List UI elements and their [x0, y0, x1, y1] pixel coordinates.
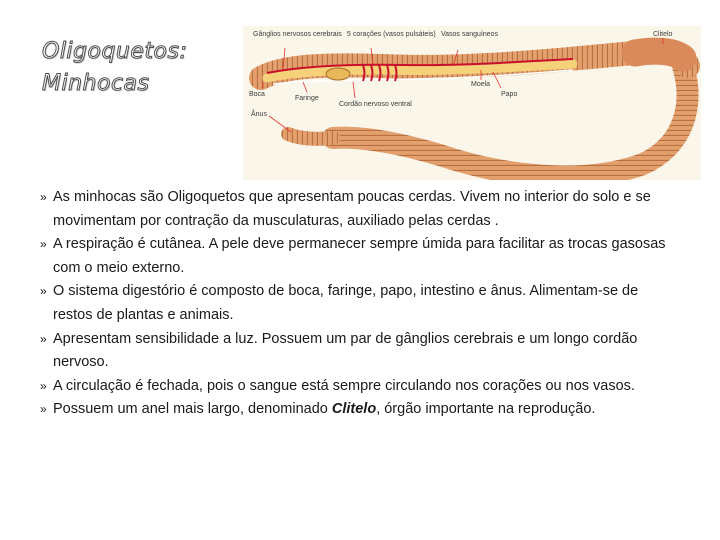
bullet-paragraph-1: [40, 186, 680, 233]
bullet-marker: »: [40, 237, 47, 252]
earthworm-anatomy-figure: [243, 26, 701, 180]
paragraph-text-before: Possuem um anel mais largo, denominado: [53, 401, 332, 418]
earthworm-illustration: [243, 26, 701, 180]
label-clitelo: Clitelo: [653, 31, 673, 38]
paragraph-text: O sistema digestório é composto de boca, faringe, papo, intestino e ânus. Alimentam-se de restos de plantas e animais.: [53, 283, 639, 323]
bullet-marker: »: [40, 331, 47, 346]
gizzard: [326, 68, 350, 80]
bullet-paragraph-5: [40, 375, 680, 399]
bullet-paragraph-6: [40, 398, 680, 422]
label-moela: Moela: [471, 81, 491, 88]
bullet-paragraph-3: [40, 280, 680, 327]
label-vasos: Vasos sanguíneos: [441, 31, 499, 38]
label-anus: Ânus: [251, 111, 267, 118]
label-faringe: Faringe: [295, 95, 319, 102]
label-boca: Boca: [249, 91, 265, 98]
bullet-marker: »: [40, 190, 47, 204]
label-coracoes: 5 corações (vasos pulsáteis): [347, 31, 436, 38]
worm-body-coil: [333, 66, 687, 176]
clitelo-term: Clitelo: [331, 401, 377, 418]
paragraph-text: As minhocas são Oligoquetos que apresentam poucas cerdas. Vivem no interior do solo e se movimentam por contração da musculaturas, auxiliado pelas cerdas .: [53, 189, 651, 229]
worm-tail: [288, 134, 333, 139]
label-ganglios: Gânglios nervosos cerebrais: [253, 31, 342, 38]
bullet-marker: »: [40, 378, 47, 393]
bullet-paragraph-4: [40, 328, 680, 375]
bullet-marker: »: [40, 402, 47, 417]
paragraph-text: A circulação é fechada, pois o sangue está sempre circulando nos corações ou nos vasos.: [53, 377, 635, 394]
paragraph-text: Apresentam sensibilidade a luz. Possuem um par de gânglios cerebrais e um longo cordão nervoso.: [53, 330, 638, 371]
bullet-marker: »: [40, 284, 47, 299]
clitellum: [635, 51, 683, 58]
slide-body-text: [40, 186, 680, 422]
bullet-paragraph-2: [40, 233, 680, 280]
paragraph-text-after: , órgão importante na reprodução.: [376, 401, 596, 418]
slide-title-line-2: Minhocas: [42, 71, 150, 96]
label-cordao: Cordão nervoso ventral: [339, 101, 412, 108]
paragraph-text: A respiração é cutânea. A pele deve permanecer sempre úmida para facilitar as trocas gasosas com o meio externo.: [53, 236, 666, 276]
slide-title: [42, 36, 187, 100]
slide-title-line-1: Oligoquetos:: [42, 39, 188, 64]
label-papo: Papo: [501, 91, 518, 98]
